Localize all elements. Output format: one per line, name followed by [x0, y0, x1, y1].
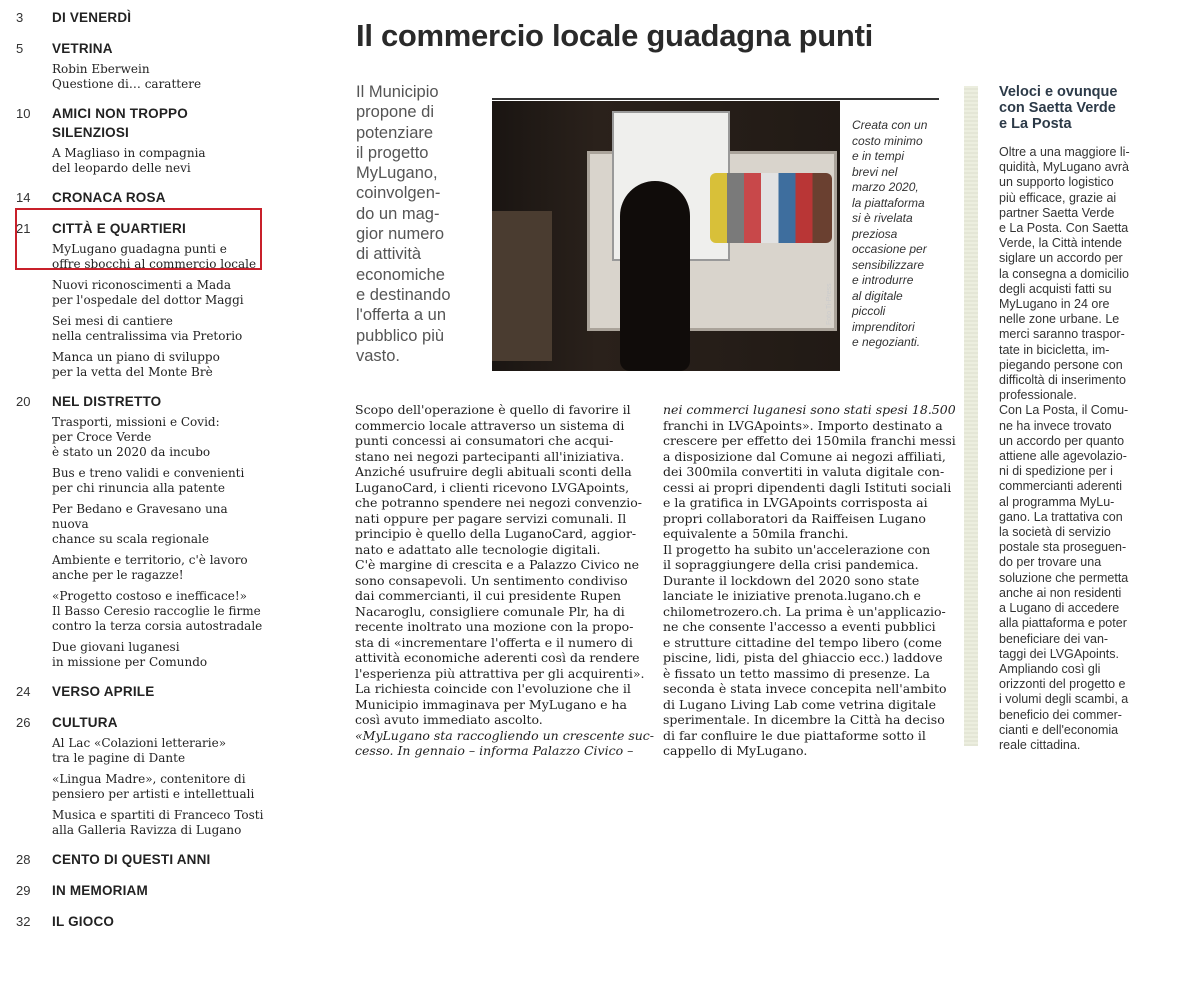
toc-entry[interactable] [52, 589, 264, 634]
toc-section [14, 188, 264, 207]
toc-page-number: 10 [16, 106, 31, 121]
sidebar-body-line: postale sta proseguen- [999, 540, 1127, 555]
toc-entry-line: in missione per Comundo [52, 655, 208, 669]
body-line: nato e adattato alle tecnologie digitali. [355, 541, 601, 557]
sidebar-body-line: orizzonti del progetto e [999, 677, 1126, 692]
body-line: e la gratifica in LVGApoints corrisposta ai [663, 495, 928, 510]
photo-silhouette [620, 181, 690, 371]
caption-line: costo minimo [852, 133, 923, 148]
sidebar-body-line: cianti e dell'economia [999, 722, 1119, 737]
lead-line: economiche [356, 265, 445, 284]
toc-section-title: CRONACA ROSA [52, 190, 166, 205]
lead-line: do un mag- [356, 204, 440, 223]
toc-page-number: 14 [16, 190, 31, 205]
body-line: sono consapevoli. Un sentimento condiviso [355, 572, 628, 588]
toc-entry-line: Manca un piano di sviluppo [52, 350, 220, 364]
sidebar-stripe [964, 86, 978, 746]
lead-line: MyLugano, [356, 164, 438, 183]
sidebar-body-line: ni di spedizione per i [999, 464, 1113, 479]
body-line: recente inoltrato una mozione con la propo- [355, 619, 634, 634]
lead-line: l'offerta a un [356, 306, 446, 325]
lead-line: e destinando [356, 285, 451, 304]
toc-entry-line: Trasporti, missioni e Covid: [52, 415, 220, 429]
body-line: dai commercianti, il cui presidente Rupen [355, 588, 622, 603]
article-headline: Il commercio locale guadagna punti [356, 18, 873, 53]
toc-page-number: 32 [16, 914, 31, 929]
toc-page-number: 21 [16, 221, 31, 236]
toc-entry-line: Questione di… carattere [52, 77, 202, 91]
body-line: a disposizione dal Comune ai negozi affiliati, [663, 448, 946, 464]
toc-section [14, 850, 264, 869]
body-line: che potranno spendere nei negozi convenzio- [355, 495, 642, 510]
toc-section [14, 912, 264, 931]
article-column-2 [663, 402, 956, 759]
sidebar-body-line: beneficio dei commer- [999, 707, 1122, 722]
caption-line: sensibilizzare [852, 257, 925, 272]
toc-entry-line: è stato un 2020 da incubo [52, 445, 211, 459]
toc-entry-line: tra le pagine di Dante [52, 751, 186, 765]
sidebar-body-line: tate in bicicletta, im- [999, 342, 1110, 357]
body-line: lanciate le iniziative prenota.lugano.ch e [663, 588, 921, 603]
caption-line: Creata con un [852, 118, 928, 132]
toc-entry-line: «Lingua Madre», contenitore di [52, 772, 246, 786]
body-line: Nacaroglu, consigliere comunale Plr, ha di [355, 603, 625, 619]
sidebar-body-line: do per trovare una [999, 555, 1102, 570]
sidebar-body-line: merci saranno traspor- [999, 327, 1125, 342]
body-line: di far confluire le due piattaforme sotto il [663, 727, 926, 743]
toc-entry-line: anche per le ragazze! [52, 568, 184, 582]
sidebar-body-line: ne ha invece trovato [999, 418, 1112, 433]
caption-line: marzo 2020, [852, 180, 919, 194]
body-line: C'è margine di crescita e a Palazzo Civico ne [355, 557, 640, 572]
sidebar-body-line: taggi dei LVGApoints. [999, 646, 1119, 661]
sidebar-body-line: piegando persone con [999, 357, 1123, 372]
sidebar-body-line: più efficace, grazie ai [999, 190, 1117, 205]
toc-section [14, 682, 264, 701]
toc-section-title: AMICI NON TROPPO SILENZIOSI [52, 106, 188, 140]
toc-entry-line: Ambiente e territorio, c'è lavoro [52, 553, 248, 567]
sidebar-body-line: alla piattaforma e poter [999, 616, 1127, 631]
sidebar-title-line: Veloci e ovunque [999, 84, 1118, 100]
toc-section [14, 392, 264, 670]
body-line: stano nei negozi partecipanti all'iniziativa. [355, 448, 625, 464]
toc-section-title: IL GIOCO [52, 914, 115, 929]
sidebar-body-line: Ampliando così gli [999, 661, 1101, 676]
body-line: franchi in LVGApoints». Importo destinato a [663, 417, 943, 433]
toc-entry[interactable] [52, 736, 264, 766]
sidebar-body-line: reale cittadina. [999, 737, 1081, 752]
toc-entry-line: del leopardo delle nevi [52, 161, 191, 175]
lead-line: Il Municipio [356, 83, 439, 101]
table-of-contents [14, 8, 264, 943]
sidebar-body-line: difficoltà di inserimento [999, 373, 1126, 388]
toc-entry-line: Per Bedano e Gravesano una nuova [52, 502, 228, 531]
toc-page-number: 29 [16, 883, 31, 898]
caption-line: imprenditori [852, 319, 915, 334]
lead-line: il progetto [356, 143, 429, 162]
body-line: ne che consente l'accesso a eventi pubblici [663, 619, 936, 634]
toc-section [14, 104, 264, 176]
toc-entry-line: pensiero per artisti e intellettuali [52, 787, 255, 801]
sidebar-body-line: Oltre a una maggiore li- [999, 145, 1130, 159]
caption-line: piccoli [852, 304, 886, 318]
toc-entry[interactable] [52, 350, 264, 380]
sidebar-body-line: MyLugano in 24 ore [999, 297, 1110, 312]
toc-page-number: 20 [16, 394, 31, 409]
body-line: «MyLugano sta raccogliendo un crescente suc- [355, 727, 655, 743]
sidebar-body-line: beneficiare dei van- [999, 631, 1109, 646]
toc-entry-line: Due giovani luganesi [52, 640, 180, 654]
body-line: il sopraggiungere della crisi pandemica. [663, 557, 919, 572]
toc-entry-line: Al Lac «Colazioni letterarie» [52, 736, 227, 750]
toc-page-number: 28 [16, 852, 31, 867]
body-line: e strutture cittadine del tempo libero (come [663, 634, 942, 650]
toc-page-number: 24 [16, 684, 31, 699]
toc-entry[interactable] [52, 502, 264, 547]
toc-section [14, 8, 264, 27]
caption-line: si è rivelata [852, 211, 913, 225]
highlight-box [15, 208, 262, 270]
caption-line: e negozianti. [852, 335, 921, 349]
body-line: propri collaboratori da Raiffeisen Lugano [663, 510, 926, 526]
toc-entry[interactable] [52, 553, 264, 583]
sidebar-body-line: Verde, la Città intende [999, 236, 1122, 251]
lead-line: propone di [356, 103, 434, 122]
photo-credit: Foto Ti-Press [826, 283, 833, 325]
toc-entry-line: alla Galleria Ravizza di Lugano [52, 823, 242, 837]
sidebar-body-line: gano. La trattativa con [999, 509, 1123, 524]
sidebar-body-line: quidità, MyLugano avrà [999, 160, 1129, 175]
toc-entry[interactable] [52, 415, 264, 460]
sidebar-title-line: con Saetta Verde [999, 100, 1116, 116]
toc-entry-line: chance su scala regionale [52, 532, 209, 546]
toc-section-title: DI VENERDÌ [52, 10, 132, 25]
body-line: nati oppure per pagare servizi comunali. Il [355, 510, 627, 526]
toc-section-title: IN MEMORIAM [52, 883, 148, 898]
photo-left-display [492, 211, 552, 361]
body-line: La richiesta coincide con l'evoluzione che il [355, 681, 631, 696]
body-line: cessi ai propri dipendenti dagli Istituti sociali [663, 479, 952, 495]
toc-entry-line: nella centralissima via Pretorio [52, 329, 243, 343]
sidebar-body [999, 145, 1179, 753]
sidebar-body-line: soluzione che permetta [999, 570, 1129, 585]
sidebar-body-line: attiene alle agevolazio- [999, 449, 1127, 464]
body-line: Il progetto ha subito un'accelerazione con [663, 541, 931, 557]
toc-entry-line: Il Basso Ceresio raccoglie le firme [52, 604, 261, 618]
body-line: nei commerci luganesi sono stati spesi 18.500 [663, 402, 956, 417]
sidebar-body-line: partner Saetta Verde [999, 205, 1115, 220]
caption-line: brevi nel [852, 164, 898, 179]
caption-line: preziosa [852, 226, 898, 241]
toc-entry[interactable] [52, 466, 264, 496]
sidebar-body-line: un supporto logistico [999, 175, 1114, 190]
sidebar-body-line: al programma MyLu- [999, 494, 1115, 509]
lead-line: coinvolgen- [356, 184, 441, 203]
body-line: Anziché usufruire degli abituali sconti della [355, 464, 632, 479]
body-line: equivalente a 50mila franchi. [663, 526, 849, 541]
toc-entry-line: Nuovi riconoscimenti a Mada [52, 278, 232, 292]
article-photo [492, 101, 840, 371]
caption-line: occasione per [852, 242, 927, 256]
toc-page-number: 26 [16, 715, 31, 730]
sidebar-body-line: un accordo per quanto [999, 433, 1125, 448]
lead-line: pubblico più [356, 326, 445, 345]
lead-line: vasto. [356, 346, 401, 365]
toc-entry-line: Musica e spartiti di Franceco Tosti [52, 808, 264, 822]
toc-section-title: CITTÀ E QUARTIERI [52, 221, 186, 236]
body-line: LuganoCard, i clienti ricevono LVGApoints, [355, 479, 630, 495]
sidebar-body-line: i volumi degli scambi, a [999, 692, 1129, 707]
sidebar-body-line: la società di servizio [999, 525, 1111, 540]
sidebar-body-line: e La Posta. Con Saetta [999, 221, 1129, 236]
sidebar-body-line: la consegna a domicilio [999, 266, 1129, 281]
toc-section [14, 881, 264, 900]
lead-line: gior numero [356, 225, 445, 244]
body-line: di Lugano Living Lab come vetrina digitale [663, 696, 936, 712]
toc-entry-line: per Croce Verde [52, 430, 152, 444]
toc-entry[interactable] [52, 640, 264, 670]
body-line: Durante il lockdown del 2020 sono state [663, 572, 920, 588]
photo-caption [852, 118, 952, 351]
sidebar-body-line: Con La Posta, il Comu- [999, 403, 1129, 418]
toc-entry-line: MyLugano guadagna punti e [52, 242, 227, 256]
sidebar-body-line: anche ai non residenti [999, 585, 1122, 600]
toc-entry[interactable] [52, 278, 264, 308]
toc-section-title: VERSO APRILE [52, 684, 155, 699]
body-line: l'esperienza più attrattiva per gli acquirenti». [355, 665, 645, 681]
toc-section-title: NEL DISTRETTO [52, 394, 162, 409]
toc-section-title: CENTO DI QUESTI ANNI [52, 852, 211, 867]
sidebar-body-line: degli acquisti fatti su [999, 281, 1112, 296]
body-line: principio è quello della LuganoCard, aggior- [355, 526, 637, 541]
toc-entry[interactable] [52, 314, 264, 344]
lead-line: di attività [356, 245, 422, 264]
body-line: cesso. In gennaio – informa Palazzo Civico – [355, 743, 634, 758]
toc-entry[interactable] [52, 62, 264, 92]
body-line: Scopo dell'operazione è quello di favorire il [355, 402, 631, 417]
toc-page-number: 3 [16, 10, 24, 25]
toc-entry-line: Bus e treno validi e convenienti [52, 466, 245, 480]
toc-entry[interactable] [52, 808, 264, 838]
body-line: commercio locale attraverso un sistema di [355, 417, 625, 433]
sidebar-title [999, 84, 1117, 132]
toc-section [14, 713, 264, 838]
caption-line: e introdurre [852, 273, 914, 287]
sidebar-body-line: siglare un accordo per [999, 251, 1123, 266]
body-line: cappello di MyLugano. [663, 743, 808, 758]
toc-section [14, 39, 264, 92]
body-line: sperimentale. In dicembre la Città ha deciso [663, 712, 945, 727]
toc-entry-line: per l'ospedale del dottor Maggi [52, 293, 244, 307]
body-line: chilometrozero.ch. La prima è un'applicazio- [663, 603, 946, 619]
caption-line: al digitale [852, 288, 903, 303]
body-line: attività economiche aderenti così da rendere [355, 650, 640, 665]
toc-entry-line: «Progetto costoso e inefficace!» [52, 589, 247, 603]
photo-jackets [710, 173, 832, 243]
body-line: crescere per effetto dei 150mila franchi messi [663, 433, 956, 448]
lead-line: potenziare [356, 123, 434, 142]
toc-page-number: 5 [16, 41, 24, 56]
toc-section-title: VETRINA [52, 41, 113, 56]
toc-section-title: CULTURA [52, 715, 118, 730]
body-line: così avuto immediato ascolto. [355, 712, 543, 727]
sidebar-title-line: e La Posta [999, 116, 1072, 132]
toc-entry[interactable] [52, 146, 264, 176]
toc-entry[interactable] [52, 772, 264, 802]
toc-entry-line: per chi rinuncia alla patente [52, 481, 225, 495]
caption-line: la piattaforma [852, 195, 925, 210]
body-line: dei 300mila convertiti in valuta digitale con- [663, 464, 945, 479]
toc-entry-line: offre sbocchi al commercio locale [52, 257, 257, 271]
sidebar-body-line: professionale. [999, 388, 1077, 403]
sidebar-body-line: nelle zone urbane. Le [999, 312, 1120, 327]
body-line: è fissato un tetto massimo di presenze. La [663, 665, 930, 681]
body-line: sta di «incrementare l'offerta e il numero di [355, 634, 633, 650]
body-line: punti concessi ai consumatori che acqui- [355, 433, 614, 448]
sidebar-body-line: a Lugano di accedere [999, 601, 1120, 616]
toc-entry-line: per la vetta del Monte Brè [52, 365, 213, 379]
article-column-1 [355, 402, 655, 759]
photo-top-rule [492, 98, 939, 100]
body-line: Municipio immaginava per MyLugano e ha [355, 696, 627, 712]
body-line: seconda è stata invece concepita nell'ambito [663, 681, 947, 696]
toc-entry-line: Robin Eberwein [52, 62, 150, 76]
sidebar-body-line: commercianti aderenti [999, 479, 1122, 494]
toc-entry-line: contro la terza corsia autostradale [52, 619, 263, 633]
toc-entry-line: Sei mesi di cantiere [52, 314, 173, 328]
toc-entry-line: A Magliaso in compagnia [52, 146, 206, 160]
body-line: piscine, lidi, pista del ghiaccio ecc.) laddove [663, 650, 943, 665]
article-lead [356, 82, 486, 366]
caption-line: e in tempi [852, 149, 905, 163]
